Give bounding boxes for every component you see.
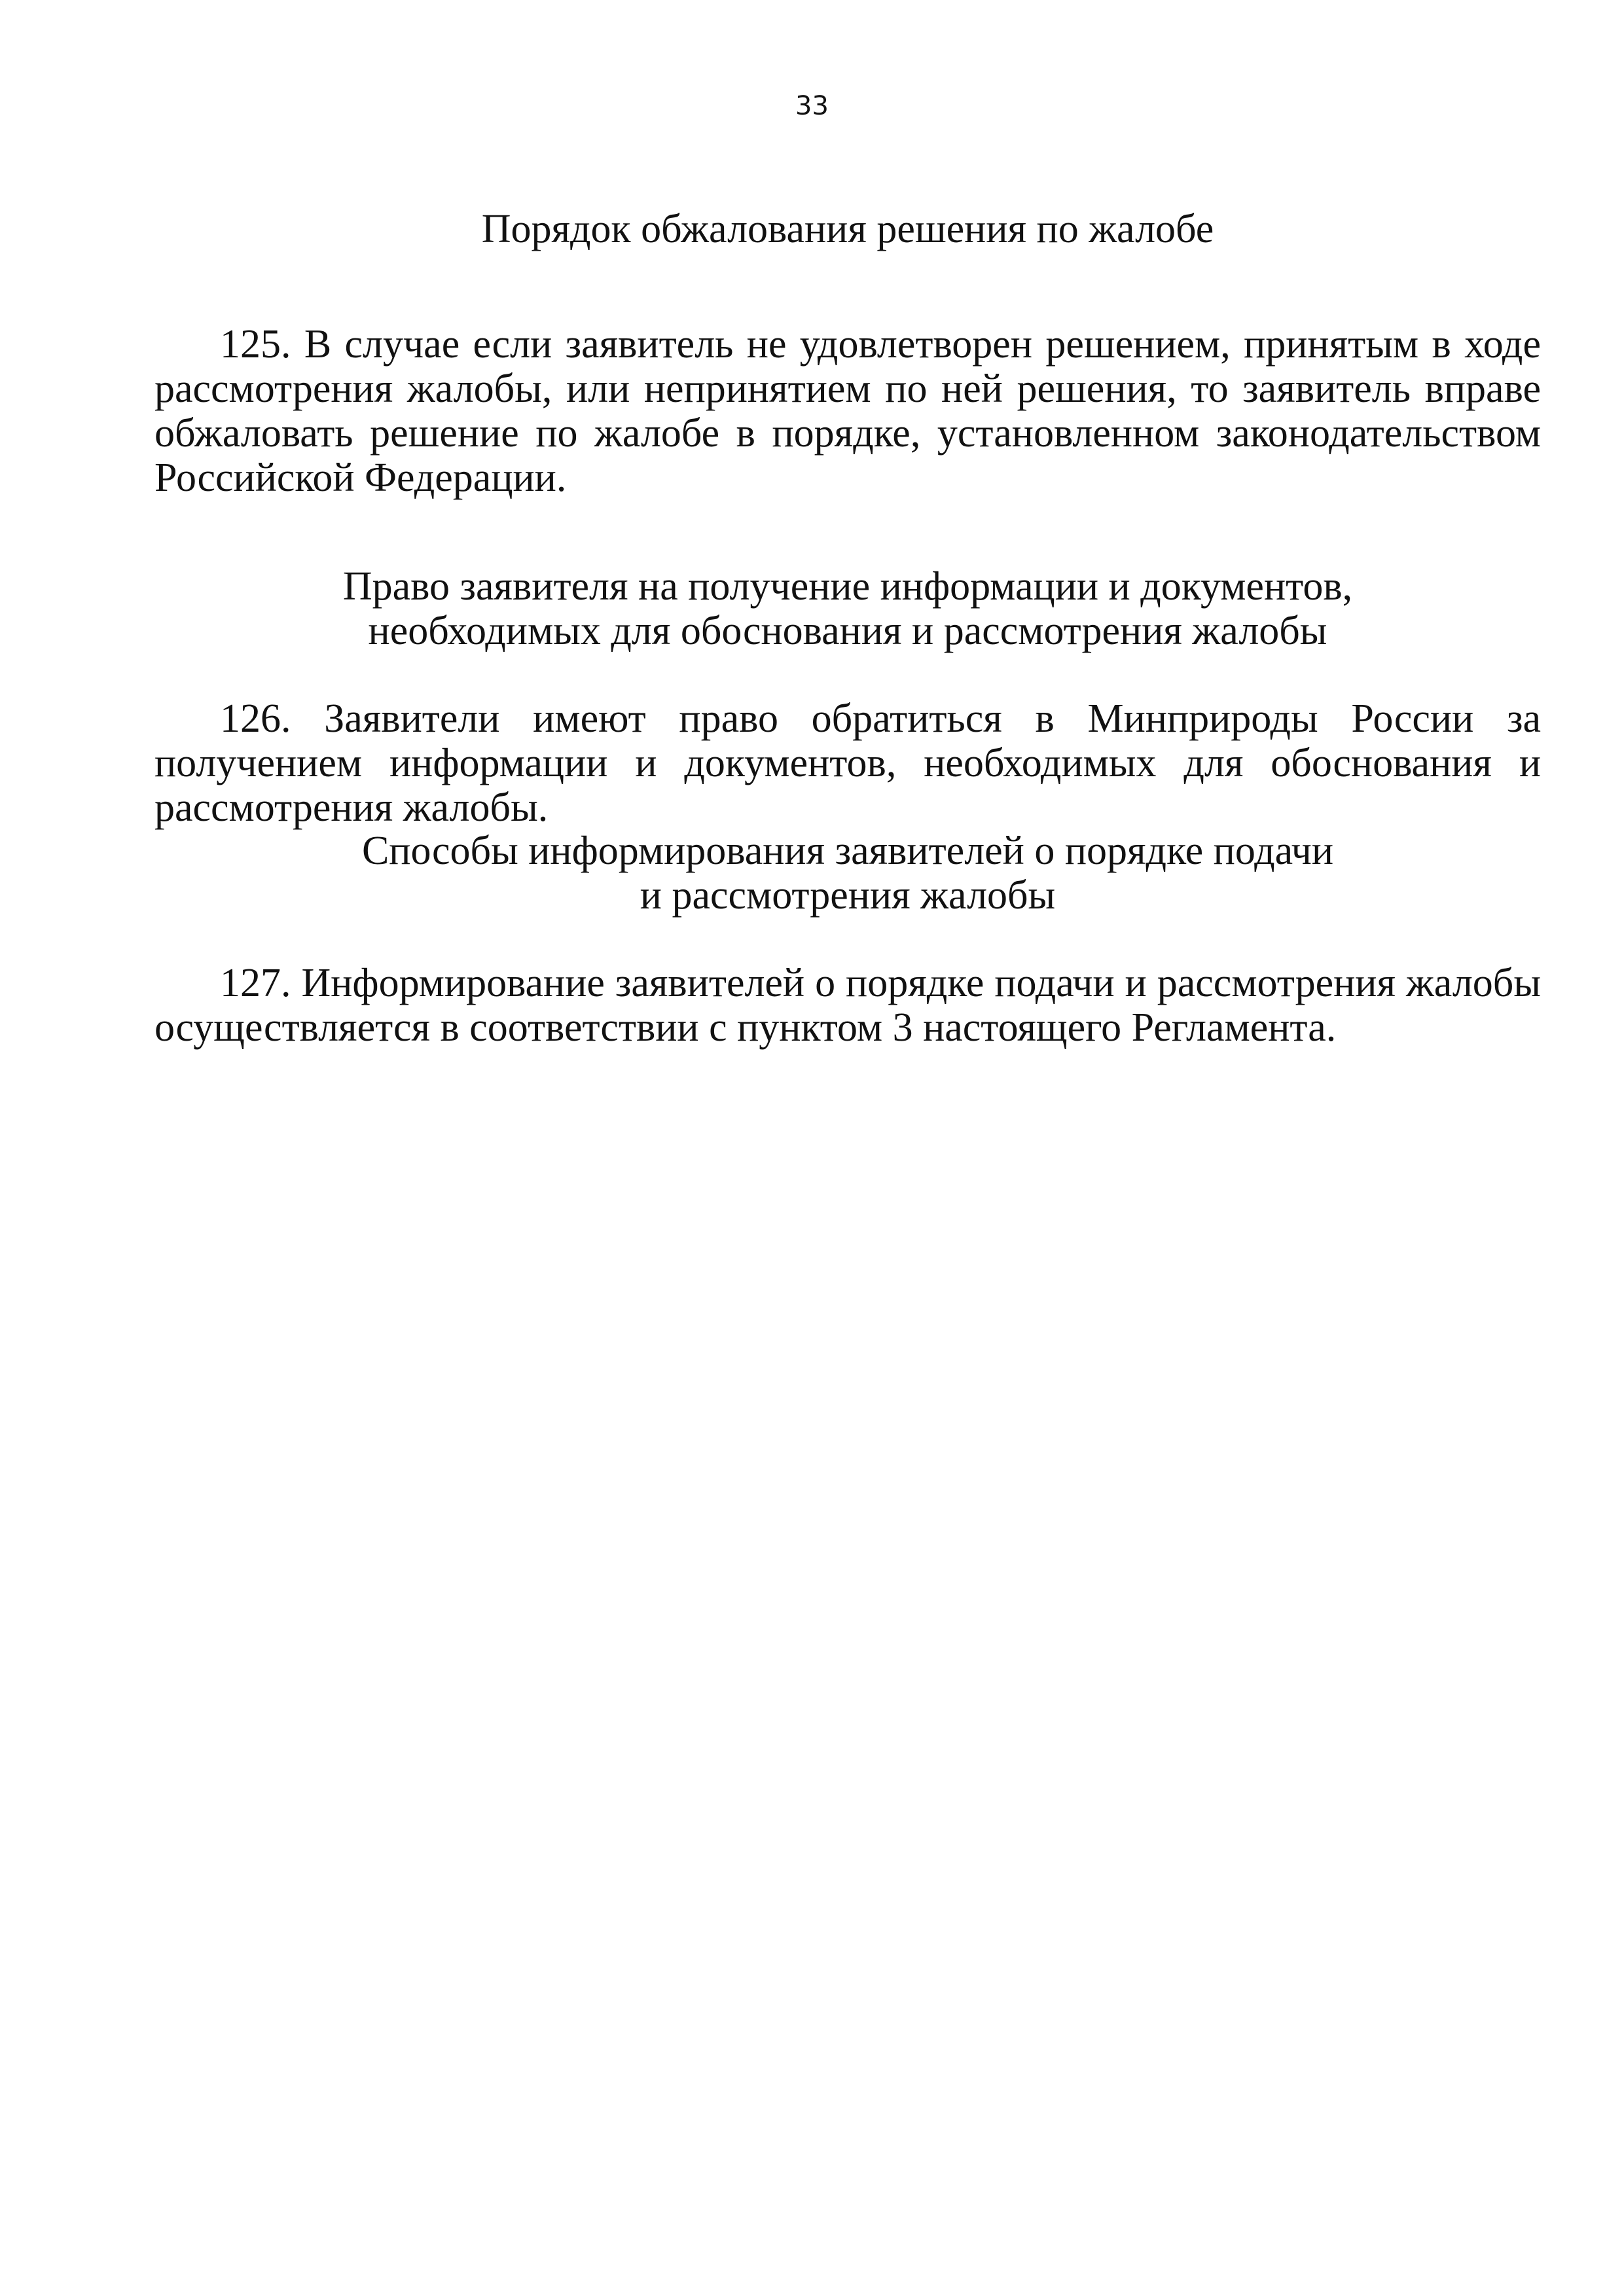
section-heading [154,829,1541,918]
section-126 [154,564,1541,830]
heading-line: Способы информирования заявителей о порядке подачи [361,829,1334,873]
section-125 [154,207,1541,500]
section-127 [154,829,1541,1050]
heading-line: Порядок обжалования решения по жалобе [481,207,1214,251]
paragraph-125: 125. В случае если заявитель не удовлетворен решением, принятым в ходе рассмотрения жалобы, или непринятием по ней решения, то заявитель вправе обжаловать решение по жалобе в порядке, установленном законодательством Российской Федерации. [154,322,1541,500]
page-number: 33 [795,91,829,121]
paragraph-127: 127. Информирование заявителей о порядке подачи и рассмотрения жалобы осуществляется в соответствии с пунктом 3 настоящего Регламента. [154,961,1541,1050]
heading-line: необходимых для обоснования и рассмотрения жалобы [368,609,1327,653]
section-heading [154,564,1541,653]
heading-line: Право заявителя на получение информации и документов, [342,564,1353,609]
paragraph-126: 126. Заявители имеют право обратиться в Минприроды России за получением информации и документов, необходимых для обоснования и рассмотрения жалобы. [154,696,1541,830]
heading-line: и рассмотрения жалобы [640,873,1056,918]
section-heading [154,207,1541,251]
